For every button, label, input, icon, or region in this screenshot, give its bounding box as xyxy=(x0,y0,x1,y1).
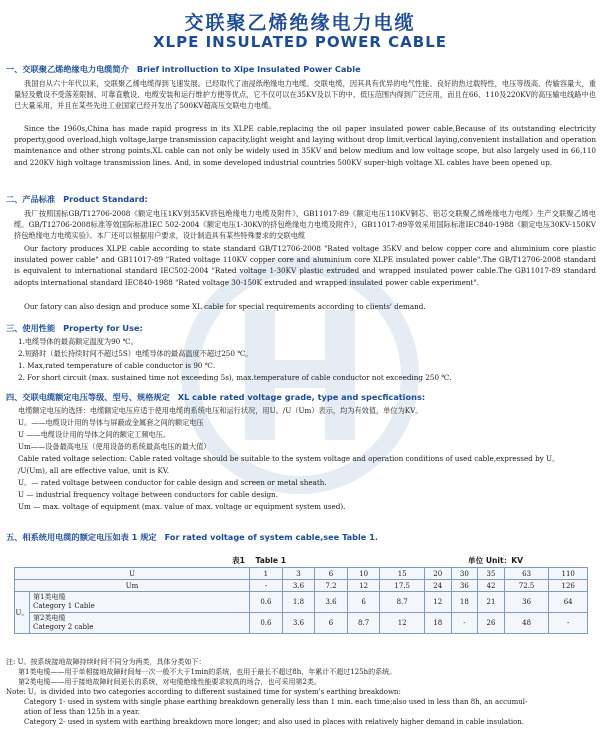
section-1-text-en: Since the 1960s,China has made rapid progress in its XLPE cable,replacing the oil paper insulated power cable,Because of its outstanding electricity property,good overload,high voltage,large transmission capacity,light weight and laying without drop limit,vertical laying,convenient installation and operation maintenance and other strong points,XL cable can not only be widely used in 35KV and below medium and low voltage scope, but also largely used in 66,110 and 220KV high voltage transmission lines. And, in some developed industrial countries 500KV super-high voltage XL cables have been opened up. xyxy=(14,124,596,167)
table-cell-u: 6 xyxy=(315,568,348,580)
table-cell-u: 3 xyxy=(282,568,315,580)
table-caption xyxy=(232,555,286,566)
voltage-line: /U(Um), all are effective value, unit is KV. xyxy=(18,466,170,475)
table-cell-cat2: - xyxy=(451,613,478,634)
table-cell-cat2: 3.6 xyxy=(282,613,315,634)
section-1-text-cn: 我国自从六十年代以来，交联聚乙烯电缆得到飞速发展。已经取代了油浸纸绝缘电力电缆。交联电缆，因其具有优异的电气性能、良好的热过载特性，电压等级高、传输容量大，重量轻及敷设不受落差限制、可靠直敷设、电缆安装和运行维护方便等优点，它不仅可以在35KV及以下的中、低压范围内得到广泛应用，而且在66、110及220KV的高压输电线路中也已大量采用，并且在某些先进工业国家已经开发出了500KV超高压交联电力电缆。 xyxy=(14,79,596,111)
table-cell-cat1: 8.7 xyxy=(380,592,425,613)
section-3-heading-cn: 三、使用性能 xyxy=(6,323,56,333)
note-line: 第1类电缆——用于单相接地故障时间每一次一般不大于1min的系统，也用于最长不超过8h，年累计不超过125h的系统。 xyxy=(18,668,397,676)
table-cell-cat2: - xyxy=(549,613,588,634)
section-4-heading-cn: 四、交联电缆额定电压等级、型号、规格规定 xyxy=(6,392,170,402)
row-label-cat2 xyxy=(30,613,250,634)
section-2-heading xyxy=(6,194,148,205)
voltage-line: U ——电缆设计用的导体之间的额定工频电压。 xyxy=(18,430,171,439)
note-line: Note: U。is divided into two categories according to different sustained time for system's earthing breakdown: xyxy=(6,688,401,696)
note-line: ation of less than 125h in a year. xyxy=(24,708,140,716)
table-cell-cat2: 48 xyxy=(504,613,549,634)
cat2-label-cn: 第2类电缆 xyxy=(33,614,66,622)
note-line: Category 2- used in system with earthing breakdown more longer; and also used in places with relatively higher demand in cable insulation. xyxy=(24,718,525,726)
table-cell-cat1: 3.6 xyxy=(315,592,348,613)
table-cell-cat2: 0.6 xyxy=(250,613,283,634)
note-line: Category 1- used in system with single phase earthing breakdown generally less than 1 min. each time;also used in less than 8h, an accumul- xyxy=(24,698,528,706)
table-cell-um: 36 xyxy=(451,580,478,592)
table-cell-u: 10 xyxy=(347,568,380,580)
table-caption-cn: 表1 xyxy=(232,556,245,565)
table-cell-u: 20 xyxy=(424,568,451,580)
table-cell-cat1: 36 xyxy=(504,592,549,613)
section-4-heading-en: XL cable rated voltage grade, type and specfications: xyxy=(177,392,426,402)
voltage-line: U。— rated voltage between conductor for cable design and screen or metal sheath. xyxy=(18,478,327,487)
voltage-line: U — industrial frequency voltage between conductors for cable design. xyxy=(18,490,278,499)
property-line: 1.电缆导体的最高额定温度为90 ℃。 xyxy=(18,337,138,346)
table-cell-cat2: 6 xyxy=(315,613,348,634)
section-2-heading-cn: 二、产品标准 xyxy=(6,194,56,204)
row-label-u: U xyxy=(15,568,250,580)
section-2-text-en-2: Our fatory can also design and produce some XL cable for special requirements according to clients' demand. xyxy=(24,302,426,311)
property-line: 2. For short circuit (max. sustained time not exceeding 5s), max.temperature of cable conductor not exceeding 250 ℃. xyxy=(18,373,452,382)
table-cell-u: 30 xyxy=(451,568,478,580)
table-cell-um: 3.6 xyxy=(282,580,315,592)
table-cell-um: 126 xyxy=(549,580,588,592)
table-cell-cat1: 64 xyxy=(549,592,588,613)
page-title-en: XLPE INSULATED POWER CABLE xyxy=(152,33,448,51)
table-cell-um: 72.5 xyxy=(504,580,549,592)
table-cell-cat2: 18 xyxy=(424,613,451,634)
row-label-um: Um xyxy=(15,580,250,592)
page-title-cn: 交联聚乙烯绝缘电力电缆 xyxy=(184,12,416,34)
rated-voltage-table xyxy=(14,567,588,634)
table-cell-cat2: 26 xyxy=(478,613,505,634)
voltage-line: 电缆额定电压的选择：电缆额定电压应适于使用电缆的系统电压和运行状况，用U。/U（Um）表示，均为有效值，单位为KV。 xyxy=(18,406,423,415)
table-cell-u: 110 xyxy=(549,568,588,580)
table-row-cat1 xyxy=(15,592,588,613)
section-4-heading xyxy=(6,392,425,403)
table-cell-um: 42 xyxy=(478,580,505,592)
table-cell-u: 15 xyxy=(380,568,425,580)
section-3-heading xyxy=(6,323,143,334)
table-cell-cat2: 12 xyxy=(380,613,425,634)
section-5-heading xyxy=(6,532,378,543)
table-row-cat2 xyxy=(15,613,588,634)
row-label-cat1 xyxy=(30,592,250,613)
table-cell-cat1: 6 xyxy=(347,592,380,613)
row-label-uo: U。 xyxy=(15,592,30,634)
table-cell-cat1: 21 xyxy=(478,592,505,613)
section-1-heading-cn: 一、交联聚乙烯绝缘电力电缆简介 xyxy=(6,64,129,74)
section-3-heading-en: Property for Use: xyxy=(63,323,143,333)
cat1-label-cn: 第1类电缆 xyxy=(33,593,66,601)
table-caption-en: Table 1 xyxy=(255,556,286,565)
voltage-line: Um——设备最高电压（使用设备的系统最高电压的最大值） xyxy=(18,442,211,451)
table-cell-cat1: 18 xyxy=(451,592,478,613)
table-cell-cat2: 8.7 xyxy=(347,613,380,634)
table-cell-um: 17.5 xyxy=(380,580,425,592)
table-unit: 单位 Unit：KV xyxy=(468,556,523,565)
section-2-heading-en: Product Standard: xyxy=(63,194,148,204)
cat2-label-en: Category 2 cable xyxy=(33,623,94,631)
section-2-text-cn: 我厂按照国标GB/T12706-2008《额定电压1KV到35KV挤包绝缘电力电缆及附件》，GB11017-89《额定电压110KV铜芯、铝芯交联聚乙烯绝缘电力电缆》生产交联聚乙烯电缆。GB/T12706-2008标准等效国际标准IEC 502-2004《额定电压1-30KV的挤包绝缘电力电缆及附件》，GB11017-89等效采用国际标准IEC840-1988《额定电压30KV-150KV挤包绝缘电力电缆实验》。本厂还可以根据用户要求，设计制造具有某些特殊要求的交联电缆 xyxy=(14,209,596,241)
property-line: 2.短路时（最长持续时间不超过5S）电缆导体的最高温度不超过250 ℃。 xyxy=(18,349,253,358)
voltage-line: U。——电缆设计用的导体与屏蔽或金属套之间的额定电压 xyxy=(18,418,204,427)
section-2-text-en-1: Our factory produces XLPE cable according to state standard GB/T12706-2008 "Rated voltage 35KV and below copper core and aluminium core plastic insulated power cable" and GB11017-89 "Rated voltage 110KV copper core and aluminium core XLPE insulated power cable".The GB/T12706-2008 standard is equivalent to international standard IEC502-2004 "Rated voltage 1-30KV plastic extruded and wrapped insulated power cable.The GB11017-89 standard adopts international standard IEC840-1988 "Rated voltage 30-150K extruded and wrapped insulated power cable experiment". xyxy=(14,244,596,287)
table-cell-um: 12 xyxy=(347,580,380,592)
section-5-heading-en: For rated voltage of system cable,see Table 1. xyxy=(164,532,379,542)
property-line: 1. Max,rated temperature of cable conductor is 90 ℃. xyxy=(18,361,216,370)
section-1-heading xyxy=(6,64,361,75)
voltage-line: Cable rated voltage selection: Cable rated voltage should be suitable to the system voltage and operation conditions of used cable,expressed by U。 xyxy=(18,454,560,463)
table-row-um xyxy=(15,580,588,592)
table-cell-um: 24 xyxy=(424,580,451,592)
table-row-u xyxy=(15,568,588,580)
note-line: 注: U。按系统接地故障持续时间不同分为两类，具体分类如下： xyxy=(6,658,206,666)
voltage-line: Um — max. voltage of equipment (max. value of max. voltage or equipment system used). xyxy=(18,502,346,511)
table-cell-cat1: 12 xyxy=(424,592,451,613)
table-cell-u: 63 xyxy=(504,568,549,580)
table-cell-u: 35 xyxy=(478,568,505,580)
cat1-label-en: Category 1 Cable xyxy=(33,602,95,610)
section-5-heading-cn: 五、相系统用电缆的额定电压如表 1 规定 xyxy=(6,532,157,542)
section-1-heading-en: Brief introlluction to Xlpe Insulated Power Cable xyxy=(136,64,361,74)
table-cell-cat1: 0.6 xyxy=(250,592,283,613)
table-cell-u: 1 xyxy=(250,568,283,580)
note-line: 第2类电缆——用于接地故障时间更长的系统，对电缆绝缘性能要求较高的场合，也可采用第2类。 xyxy=(18,678,321,686)
table-cell-um: - xyxy=(250,580,283,592)
table-cell-um: 7.2 xyxy=(315,580,348,592)
table-cell-cat1: 1.8 xyxy=(282,592,315,613)
